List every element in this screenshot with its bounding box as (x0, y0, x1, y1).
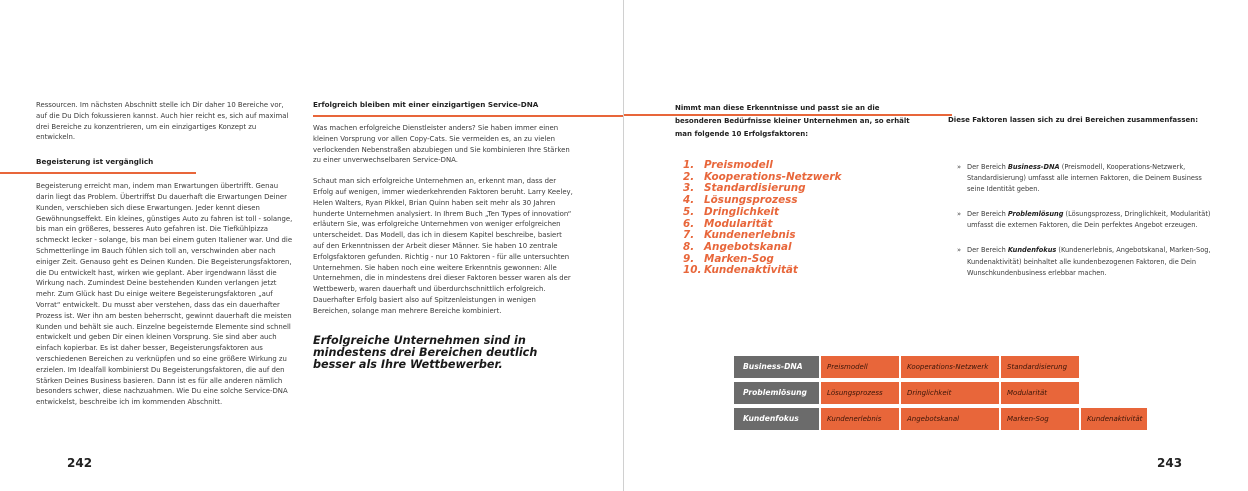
matrix-cell: Standardisierung (999, 356, 1079, 378)
matrix-category-business-dna: Business-DNA (734, 356, 819, 378)
factor-item: 7. Kundenerlebnis (683, 229, 796, 242)
body-paragraph-2: Schaut man sich erfolgreiche Unternehmen an, erkennt man, dass der Erfolg auf wenigen, immer wiederkehrenden Faktoren beruht. Larry Keeley, Helen Walters, Ryan Pikkel, Brian Quinn haben seit mehr als 30 Jahren hunderte Unternehmen analysiert. In Ihrem Buch „Ten Types of innovation“ erläutern Sie, was erfolgreiche Unternehmen von weniger erfolgreichen unterscheidet. Das Modell, das ich in diesem Kapitel beschreibe, basiert auf den Erkenntnissen der Arbeit dieser Männer. Sie haben 10 zentrale Erfolgsfaktoren gefunden. Richtig - nur 10 Faktoren - für alle untersuchten Unternehmen. Sie haben noch eine weitere Erkenntnis gewonnen: Alle Unternehmen, die in mindestens drei dieser Faktoren besser waren als der Wettbewerb, waren dauerhaft und überdurchschnittlich erfolgreich. Dauerhafter Erfolg basiert also auf Spitzenleistungen in wenigen Bereichen, solange man mehrere Bereiche kombiniert. (313, 177, 573, 315)
matrix-category-problemloesung: Problemlösung (734, 382, 819, 404)
intro-paragraph: Ressourcen. Im nächsten Abschnitt stelle ich Dir daher 10 Bereiche vor, auf die Du Dich fokussieren kannst. Auch hier reicht es, sich auf maximal drei Bereiche zu konzentrieren, um ein einzigartiges Konzept zu entwickeln. (36, 101, 289, 142)
matrix-cell: Dringlichkeit (899, 382, 999, 404)
left-column (36, 100, 296, 408)
factor-item: 6. Modularität (683, 217, 773, 230)
matrix-cell: Kundenerlebnis (819, 408, 899, 430)
area-bullets (957, 162, 1219, 293)
page-number-left: 242 (67, 456, 93, 470)
matrix-cell: Lösungsprozess (819, 382, 899, 404)
body-paragraph: Begeisterung erreicht man, indem man Erwartungen übertrifft. Genau darin liegt das Problem. Übertriffst Du dauerhaft die Erwartungen Deiner Kunden, verschieben sich diese Erwartungen. Jeder kennt diesen Gewöhnungseffekt. Ein kleines, günstiges Auto zu fahren ist toll - solange, bis man ein größeres, besseres Auto gefahren ist. Die Tiefkühlpizza schmeckt lecker - solange, bis man bei einem guten Italiener war. Und die Schmetterlinge im Bauch fühlen sich toll an, verschwinden aber nach einiger Zeit. Genauso geht es Deinen Kunden. Die Begeisterungsfaktoren, die Du entwickelt hast, wirken wie geplant. Aber irgendwann lässt die Wirkung nach. Zumindest Deine bestehenden Kunden verlangen jetzt mehr. Zum Glück hast Du einige weitere Begeisterungsfaktoren „auf Vorrat“ entwickelt. Du musst aber verstehen, dass das ein dauerhafter Prozess ist. Wer ihn am besten beherrscht, gewinnt dauerhaft die meisten Kunden und behält sie auch. Einzelne begeisternde Elemente sind schnell entwickelt und geben Dir einen kleinen Vorsprung. Sie sind aber auch einfach kopierbar. Es ist daher besser, Begeisterungsfaktoren aus verschiedenen Bereichen zu verknüpfen und so eine größere Wirkung zu erzielen. Im Idealfall kombinierst Du Begeisterungsfaktoren, die auf den Stärken Deines Business basieren. Dann ist es für alle anderen nämlich besonders schwer, diese nachzuahmen. Wie Du eine solche Service-DNA entwickelst, beschreibe ich im kommenden Abschnitt. (36, 182, 293, 407)
matrix-category-kundenfokus: Kundenfokus (734, 408, 819, 430)
body-paragraph-1: Was machen erfolgreiche Dienstleister anders? Sie haben immer einen kleinen Vorsprung vor allen Copy-Cats. Sie vermeiden es, an zu vielen verlockenden Nebenstraßen abzubiegen und Sie kombinieren Ihre Stärken zu einer unverwechselbaren Service-DNA. (313, 124, 570, 165)
page-number-right: 243 (1157, 456, 1183, 470)
factor-item: 3. Standardisierung (683, 182, 806, 195)
matrix-cell: Kundenaktivität (1079, 408, 1147, 430)
success-factors-list (683, 160, 841, 277)
factor-item: 5. Dringlichkeit (683, 205, 779, 218)
factor-item: 1. Preismodell (683, 159, 773, 171)
summary-heading: Diese Faktoren lassen sich zu drei Bereichen zusammenfassen: (948, 116, 1199, 124)
section-heading-service-dna: Erfolgreich bleiben mit einer einzigartigen Service-DNA (313, 100, 539, 109)
matrix-cell: Kooperations-Netzwerk (899, 356, 999, 378)
bullet-problemloesung: » Der Bereich Problemlösung (Lösungsprozess, Dringlichkeit, Modularität) umfasst die externen Faktoren, die Dein perfektes Angebot erzeugen. (957, 210, 1211, 230)
factor-item: 4. Lösungsprozess (683, 194, 798, 207)
matrix-cell: Marken-Sog (999, 408, 1079, 430)
factor-item: 10. Kundenaktivität (683, 264, 798, 277)
matrix-cell: Preismodell (819, 356, 899, 378)
factor-item: 8. Angebotskanal (683, 240, 792, 253)
middle-column (313, 100, 573, 371)
callout-quote: Erfolgreiche Unternehmen sind in mindestens drei Bereichen deutlich besser als Ihre Wettbewerber. (313, 333, 538, 371)
factor-item: 2. Kooperations-Netzwerk (683, 170, 842, 183)
intro-underline (624, 114, 952, 116)
bullet-kundenfokus: » Der Bereich Kundenfokus (Kundenerlebnis, Angebotskanal, Marken-Sog, Kundenaktivität) beinhaltet alle kundenbezogenen Faktoren, die Dein Wunschkundenbusiness erlebbar machen. (957, 246, 1211, 277)
bullet-business-dna: » Der Bereich Business-DNA (Preismodell, Kooperations-Netzwerk, Standardisierung) umfasst alle internen Faktoren, die Deinem Business seine Identität geben. (957, 163, 1202, 194)
factor-item: 9. Marken-Sog (683, 252, 774, 265)
factors-intro: Nimmt man diese Erkenntnisse und passt sie an die besonderen Bedürfnisse kleiner Unternehmen an, so erhält man folgende 10 Erfolgsfaktoren: (675, 104, 910, 138)
matrix-cell: Modularität (999, 382, 1079, 404)
matrix-cell: Angebotskanal (899, 408, 999, 430)
section-heading-begeisterung: Begeisterung ist vergänglich (36, 157, 154, 167)
